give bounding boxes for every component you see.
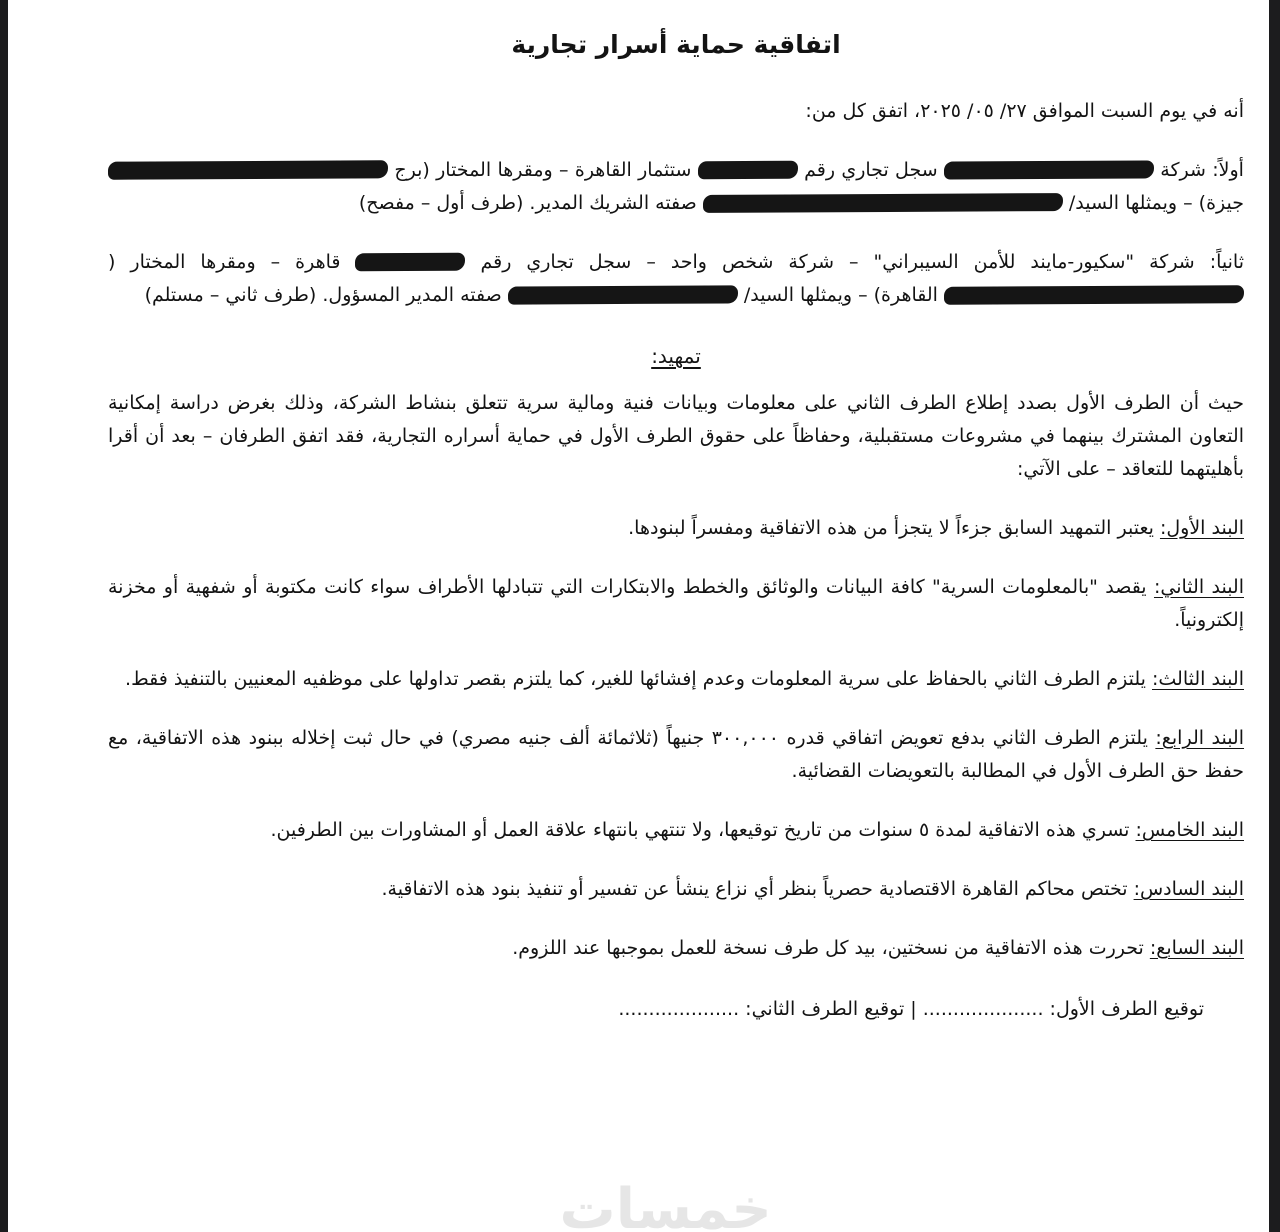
preamble-paragraph: حيث أن الطرف الأول بصدد إطلاع الطرف الثاني على معلومات وبيانات فنية ومالية سرية تتعلق بنشاط الشركة، وذلك بغرض دراسة إمكانية التعاون المشترك بينهما في مشروعات مستقبلية، وحفاظاً على حقوق الطرف الأول في حماية أسراره التجارية، فقد اتفق الطرفان – بعد أن أقرا بأهليتهما للتعاقد – على الآتي: [108,392,1244,480]
redaction-bar [698,161,798,180]
clause-text: يعتبر التمهيد السابق جزءاً لا يتجزأ من هذه الاتفاقية ومفسراً لبنودها. [628,517,1154,539]
contract-document [108,0,1244,1026]
clause-label: البند الأول: [1159,517,1244,539]
clause-text: يلتزم الطرف الثاني بدفع تعويض اتفاقي قدره ٣٠٠,٠٠٠ جنيهاً (ثلاثمائة ألف جنيه مصري) في حال ثبت إخلاله ببنود هذه الاتفاقية، مع حفظ حق الطرف الأول في المطالبة بالتعويضات القضائية. [108,727,1244,782]
party-second-representative: القاهرة) – ويمثلها السيد/ [743,284,938,306]
clause-paragraph-7 [108,932,1244,965]
clause-text: تسري هذه الاتفاقية لمدة ٥ سنوات من تاريخ توقيعها، ولا تنتهي بانتهاء علاقة العمل أو المشاورات بين الطرفين. [270,819,1130,841]
party-second-paragraph [108,246,1244,312]
right-black-edge [1269,0,1280,1232]
redaction-bar [108,160,388,179]
clause-label: البند السادس: [1133,878,1244,900]
redaction-bar [355,253,465,272]
party-first-address: ستثمار القاهرة – ومقرها المختار (برج [394,159,692,181]
clause-paragraph-4 [108,722,1244,788]
clause-paragraph-5 [108,814,1244,847]
party-second-role: صفته المدير المسؤول. (طرف ثاني – مستلم) [144,284,502,306]
party-first-representative: جيزة) – ويمثلها السيد/ [1068,192,1244,214]
preamble-heading: تمهيد: [651,344,701,368]
date-line: أنه في يوم السبت الموافق ٢٧/ ٠٥/ ٢٠٢٥، اتفق كل من: [805,100,1244,122]
party-first-paragraph [108,154,1244,220]
clause-text: يلتزم الطرف الثاني بالحفاظ على سرية المعلومات وعدم إفشائها للغير، كما يلتزم بقصر تداولها على موظفيه المعنيين بالتنفيذ فقط. [125,668,1146,690]
party-second-hq: قاهرة – ومقرها المختار ( [108,251,341,273]
clause-label: البند السابع: [1149,937,1244,959]
redaction-bar [703,193,1063,213]
clause-text: تختص محاكم القاهرة الاقتصادية حصرياً بنظر أي نزاع ينشأ عن تفسير أو تنفيذ بنود هذه الاتفاقية. [381,878,1128,900]
clause-label: البند الثالث: [1152,668,1244,690]
signature-line: توقيع الطرف الأول: .................... | توقيع الطرف الثاني: .................... [618,998,1204,1020]
clause-label: البند الخامس: [1135,819,1244,841]
clause-paragraph-6 [108,873,1244,906]
khamsat-watermark: خمسات [559,1177,772,1232]
clause-label: البند الرابع: [1155,727,1245,749]
clause-label: البند الثاني: [1153,576,1244,598]
redaction-bar [944,285,1244,305]
clause-paragraph-2 [108,571,1244,637]
left-black-edge [0,0,8,1232]
clause-text: تحررت هذه الاتفاقية من نسختين، بيد كل طرف نسخة للعمل بموجبها عند اللزوم. [512,937,1144,959]
party-first-intro: أولاً: شركة [1160,159,1244,181]
party-first-role: صفته الشريك المدير. (طرف أول – مفصح) [358,192,697,214]
party-second-intro: ثانياً: شركة "سكيور-مايند للأمن السيبراني" – شركة شخص واحد – سجل تجاري رقم [480,251,1245,273]
clause-text: يقصد "بالمعلومات السرية" كافة البيانات والوثائق والخطط والابتكارات التي تتبادلها الأطراف سواء كانت مكتوبة أو شفهية أو مخزنة إلكترونياً. [108,576,1244,631]
clause-paragraph-3 [108,663,1244,696]
redaction-bar [944,160,1154,179]
clause-paragraph-1 [108,512,1244,545]
redaction-bar [508,285,738,304]
document-title: اتفاقية حماية أسرار تجارية [511,30,841,59]
party-first-registry: سجل تجاري رقم [804,159,938,181]
